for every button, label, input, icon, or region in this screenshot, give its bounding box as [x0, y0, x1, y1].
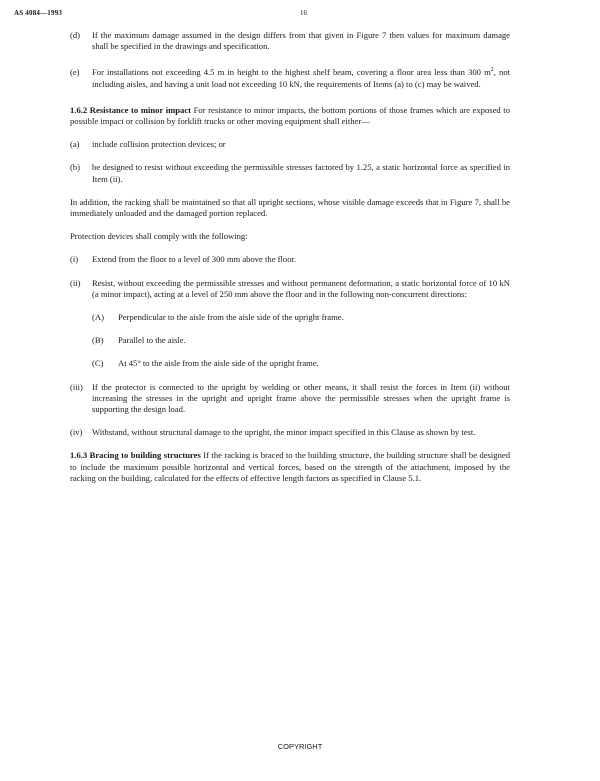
list-item-i — [70, 254, 510, 265]
section-1-6-2 — [70, 105, 510, 127]
list-item-ii — [70, 278, 510, 300]
sub-item-text: Perpendicular to the aisle from the aisle side of the upright frame. — [118, 312, 344, 323]
item-label: (iii) — [70, 381, 83, 392]
list-item-b — [70, 162, 510, 184]
page-number: 16 — [300, 9, 307, 17]
item-label: (i) — [70, 254, 79, 265]
item-label: (b) — [70, 162, 81, 173]
list-item-a — [70, 139, 510, 150]
item-text: include collision protection devices; or — [92, 139, 226, 150]
copyright-footer: COPYRIGHT — [277, 742, 323, 751]
list-item-e — [70, 67, 510, 89]
item-text: Extend from the floor to a level of 300 mm above the floor. — [92, 254, 297, 265]
section-text: For resistance to minor impacts, the bottom portions of those frames which are exposed to possible impact or collision by forklift trucks or other moving equipment shall either— — [70, 104, 510, 127]
sub-item-label: (C) — [92, 358, 104, 369]
direction-item-b — [70, 335, 510, 346]
direction-item-a — [70, 312, 510, 323]
section-title: Bracing to building structures — [89, 450, 201, 461]
item-label: (a) — [70, 139, 80, 150]
item-text: If the protector is connected to the upright by welding or other means, it shall resist the forces in Item (ii) without increasing the stresses in the upright and upright frame above the permissible stresses when the upright frame is supporting the design load. — [92, 381, 510, 415]
page-header — [14, 9, 586, 21]
section-number: 1.6.3 — [70, 450, 88, 461]
sub-item-label: (B) — [92, 335, 104, 346]
item-label: (iv) — [70, 427, 83, 438]
standard-number: AS 4084—1993 — [14, 9, 63, 17]
sub-item-label: (A) — [92, 312, 104, 323]
item-text: Resist, without exceeding the permissible stresses and without permanent deformation, a static horizontal force of 10 kN (a minor impact), acting at a level of 250 mm above the floor and in the following non-concurrent directions: — [92, 277, 510, 299]
section-number: 1.6.2 — [70, 104, 88, 115]
list-item-iv — [70, 427, 510, 438]
list-item-iii — [70, 382, 510, 416]
sub-item-text: At 45° to the aisle from the aisle side of the upright frame. — [118, 358, 319, 369]
item-label: (d) — [70, 30, 81, 40]
section-title: Resistance to minor impact — [89, 104, 192, 115]
document-body — [70, 30, 510, 484]
section-text: If the racking is braced to the building structure, the building structure shall be designed to include the maximum possible horizontal and vertical forces, based on the strength of the attachment, imposed by the racking on the building, calculated for the effects of effective length factors as specified in Clause 5.1. — [70, 450, 510, 483]
item-text: be designed to resist without exceeding the permissible stresses factored by 1.25, a static horizontal force as specified in Item (ii). — [92, 162, 510, 184]
list-item-d — [70, 30, 510, 52]
sub-item-text: Parallel to the aisle. — [118, 335, 186, 346]
paragraph-addition: In addition, the racking shall be maintained so that all upright sections, whose visible damage exceeds that in Figure 7, shall be immediately unloaded and the damaged portion replaced. — [70, 196, 510, 219]
superscript: 2 — [490, 67, 494, 74]
item-label: (ii) — [70, 277, 81, 288]
item-text: Withstand, without structural damage to the upright, the minor impact specified in this Clause as shown by test. — [92, 427, 476, 438]
section-1-6-3 — [70, 450, 510, 484]
direction-item-c — [70, 358, 510, 369]
item-text-part2: , not including aisles, and having a unit load not exceeding 10 kN, the requirements of Items (a) to (c) may be waived. — [92, 67, 511, 89]
item-text-part1: For installations not exceeding 4.5 m in height to the highest shelf beam, covering a floor area less than 300 m — [92, 67, 491, 78]
paragraph-protection-devices: Protection devices shall comply with the following: — [70, 231, 248, 242]
item-label: (e) — [70, 67, 80, 78]
item-text: If the maximum damage assumed in the design differs from that given in Figure 7 then values for maximum damage shall be specified in the drawings and specification. — [92, 30, 510, 52]
